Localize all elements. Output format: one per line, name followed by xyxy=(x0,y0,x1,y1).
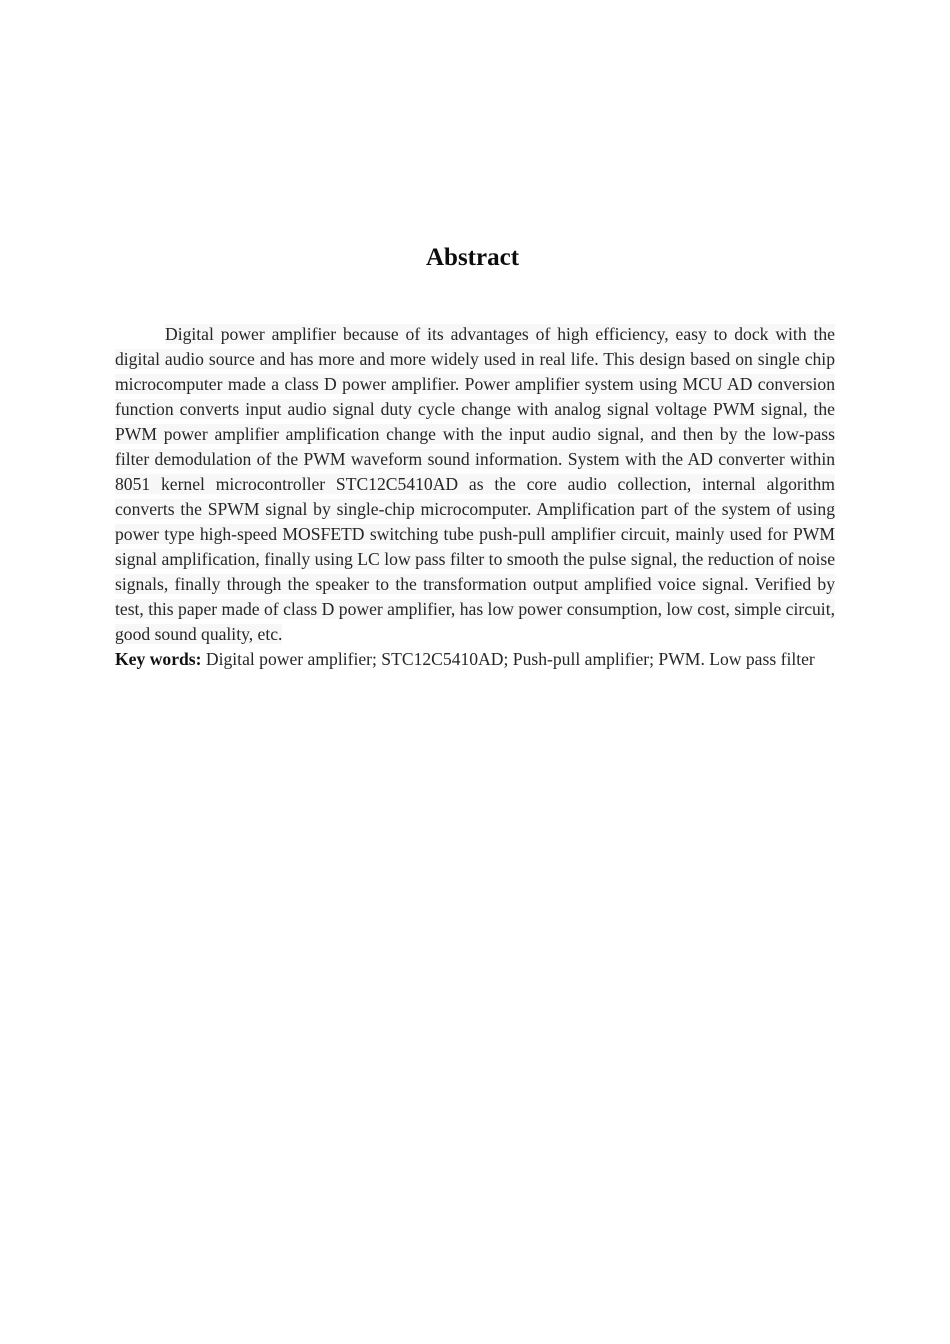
abstract-title: Abstract xyxy=(425,244,520,271)
abstract-text: Digital power amplifier because of its advantages of high efficiency, easy to dock with the digital audio source and has more and more widely used in real life. This design based on single chip microcomputer made a class D power amplifier. Power amplifier system using MCU AD conversion function converts input audio signal duty cycle change with analog signal voltage PWM signal, the PWM power amplifier amplification change with the input audio signal, and then by the low-pass filter demodulation of the PWM waveform sound information. System with the AD converter within 8051 kernel microcontroller STC12C5410AD as the core audio collection, internal algorithm converts the SPWM signal by single-chip microcomputer. Amplification part of the system of using power type high-speed MOSFETD switching tube push-pull amplifier circuit, mainly used for PWM signal amplification, finally using LC low pass filter to smooth the pulse signal, the reduction of noise signals, finally through the speaker to the transformation output amplified voice signal. Verified by test, this paper made of class D power amplifier, has low power consumption, low cost, simple circuit, good sound quality, etc. xyxy=(115,324,835,644)
keywords-text: Digital power amplifier; STC12C5410AD; Push-pull amplifier; PWM. Low pass filter xyxy=(205,649,815,669)
abstract-paragraph xyxy=(115,322,835,647)
keywords-label: Key words: xyxy=(115,649,202,669)
keywords-line xyxy=(115,647,835,672)
abstract-body xyxy=(115,322,835,672)
